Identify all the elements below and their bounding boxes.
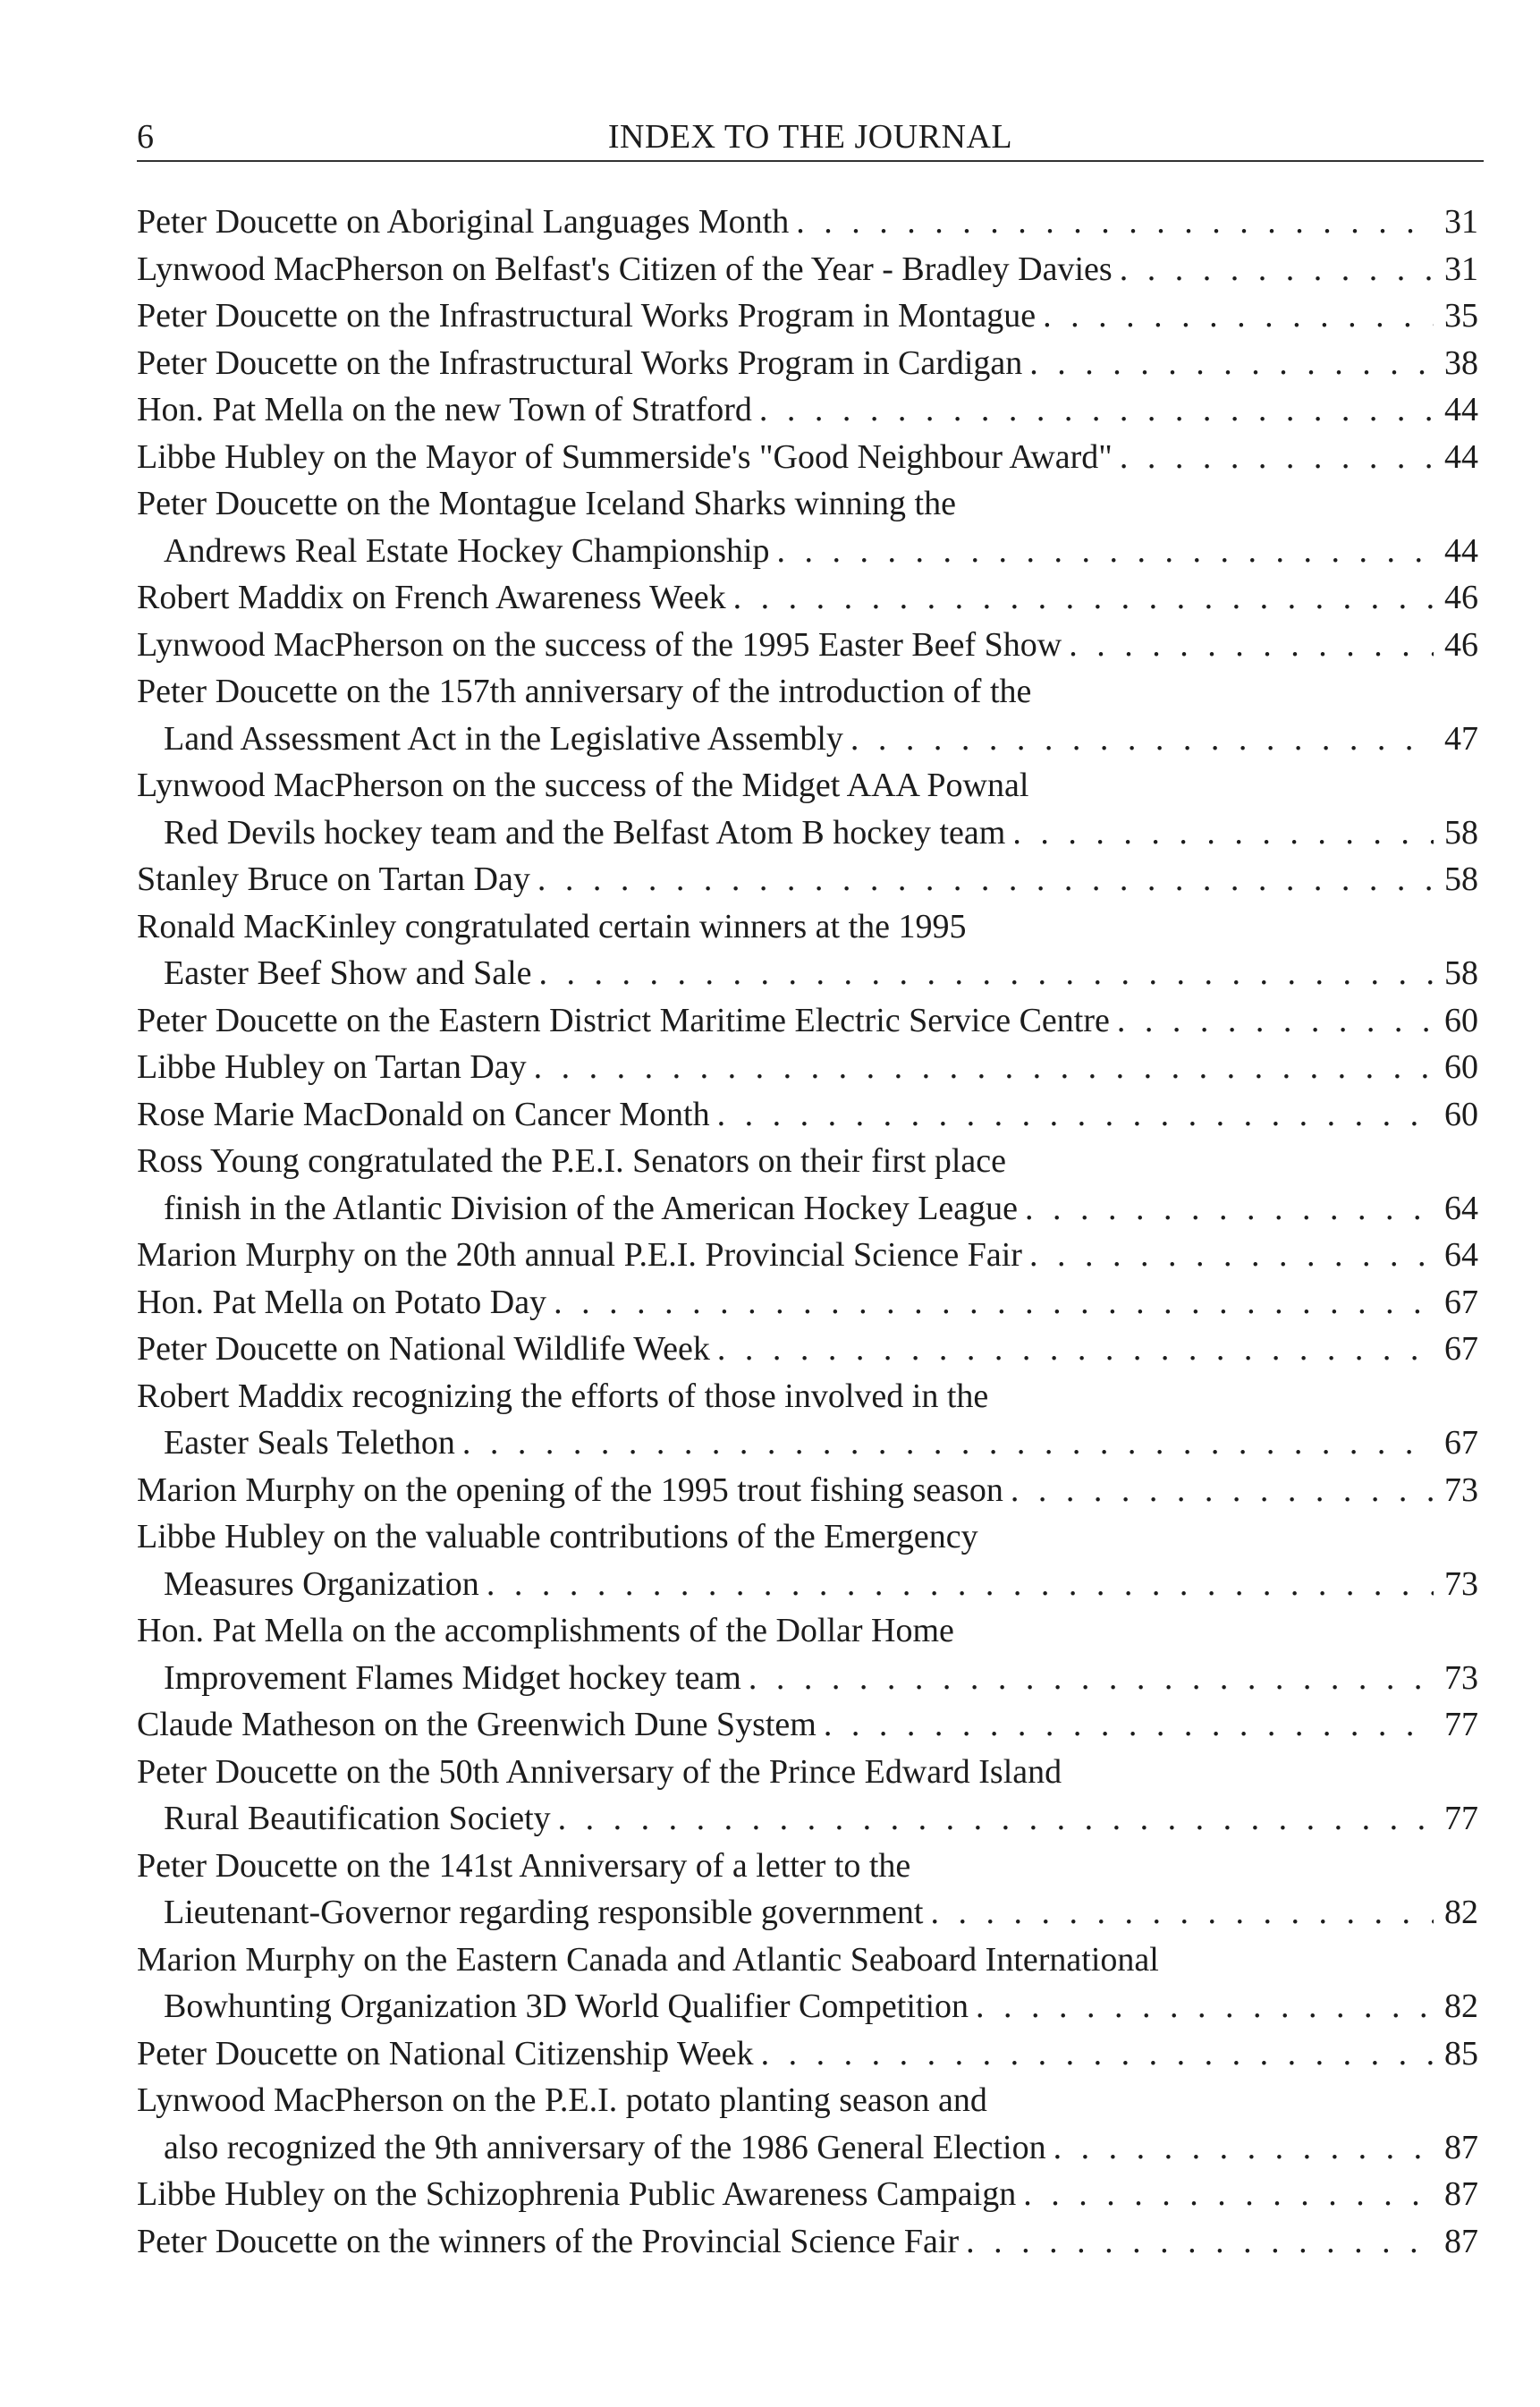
dot-leader	[717, 1091, 1434, 1139]
entry-line	[137, 622, 1478, 669]
dot-leader	[824, 1701, 1434, 1749]
entry-page-number: 58	[1444, 813, 1478, 852]
entry-line	[137, 903, 1478, 951]
entry-text: Andrews Real Estate Hockey Championship	[164, 531, 770, 570]
dot-leader	[1120, 434, 1434, 481]
dot-leader	[554, 1279, 1434, 1326]
entry-page-number: 35	[1444, 297, 1478, 335]
dot-leader	[733, 574, 1434, 622]
entry-line	[137, 1232, 1478, 1279]
entry-page-number: 73	[1444, 1658, 1478, 1697]
entry-text: Marion Murphy on the opening of the 1995 trout fishing season	[137, 1470, 1003, 1509]
index-entry	[137, 1701, 1478, 1749]
dot-leader	[1029, 1232, 1434, 1279]
entry-continuation-line	[137, 1655, 1478, 1702]
index-entry	[137, 1232, 1478, 1279]
index-entry	[137, 1607, 1478, 1701]
entry-continuation-line	[137, 950, 1478, 997]
index-entry	[137, 762, 1478, 856]
entry-page-number: 87	[1444, 2128, 1478, 2166]
index-entry	[137, 480, 1478, 574]
entry-continuation-line	[137, 716, 1478, 763]
entry-page-number: 73	[1444, 1470, 1478, 1509]
entry-text: Ross Young congratulated the P.E.I. Senators on their first place	[137, 1142, 1007, 1180]
entry-page-number: 73	[1444, 1564, 1478, 1603]
entry-page-number: 64	[1444, 1189, 1478, 1227]
entry-text: Easter Beef Show and Sale	[164, 954, 532, 992]
index-entry	[137, 2030, 1478, 2078]
entry-line	[137, 1279, 1478, 1326]
index-entry	[137, 1326, 1478, 1373]
entry-page-number: 60	[1444, 1048, 1478, 1086]
entry-line	[137, 997, 1478, 1045]
entry-continuation-line	[137, 2124, 1478, 2172]
index-entry	[137, 2077, 1478, 2171]
dot-leader	[487, 1561, 1434, 1608]
entry-page-number: 87	[1444, 2222, 1478, 2260]
dot-leader	[761, 2030, 1434, 2078]
entry-page-number: 77	[1444, 1800, 1478, 1837]
entry-text: Lieutenant-Governor regarding responsible government	[164, 1894, 924, 1931]
index-entry	[137, 668, 1478, 762]
entry-continuation-line	[137, 1983, 1478, 2030]
entry-line	[137, 574, 1478, 622]
entry-text: Libbe Hubley on Tartan Day	[137, 1048, 527, 1086]
entry-continuation-line	[137, 528, 1478, 575]
entry-text: Claude Matheson on the Greenwich Dune System	[137, 1706, 817, 1743]
entry-text: Peter Doucette on the Montague Iceland Sharks winning the	[137, 485, 956, 522]
entry-page-number: 60	[1444, 1095, 1478, 1133]
entry-line	[137, 1513, 1478, 1561]
entry-text: Rose Marie MacDonald on Cancer Month	[137, 1095, 710, 1133]
entry-continuation-line	[137, 1561, 1478, 1608]
entry-text: Peter Doucette on National Wildlife Week	[137, 1330, 710, 1368]
entry-page-number: 64	[1444, 1236, 1478, 1274]
entry-text: Stanley Bruce on Tartan Day	[137, 860, 530, 898]
dot-leader	[777, 528, 1434, 575]
entry-text: Lynwood MacPherson on the P.E.I. potato planting season and	[137, 2081, 987, 2119]
entry-page-number: 46	[1444, 625, 1478, 664]
dot-leader	[558, 1795, 1434, 1843]
entry-line	[137, 1843, 1478, 1890]
index-entry	[137, 292, 1478, 340]
entry-text: Hon. Pat Mella on Potato Day	[137, 1283, 547, 1321]
dot-leader	[796, 199, 1434, 246]
entry-page-number: 87	[1444, 2175, 1478, 2213]
entry-text: Marion Murphy on the Eastern Canada and Atlantic Seaboard International	[137, 1940, 1159, 1979]
entry-page-number: 31	[1444, 203, 1478, 241]
index-entry	[137, 1513, 1478, 1607]
entry-text: Peter Doucette on the 50th Anniversary of the Prince Edward Island	[137, 1752, 1062, 1791]
page-header	[137, 114, 1484, 162]
entry-line	[137, 1373, 1478, 1420]
entry-line	[137, 1607, 1478, 1655]
index-entry	[137, 903, 1478, 997]
entry-page-number: 67	[1444, 1424, 1478, 1462]
index-entry	[137, 2171, 1478, 2218]
entry-page-number: 85	[1444, 2034, 1478, 2072]
entry-text: Easter Seals Telethon	[164, 1424, 455, 1462]
entry-text: Peter Doucette on the Eastern District Maritime Electric Service Centre	[137, 1001, 1110, 1039]
entry-text: Improvement Flames Midget hockey team	[164, 1658, 741, 1697]
dot-leader	[1011, 1467, 1434, 1514]
entry-page-number: 82	[1444, 1987, 1478, 2025]
dot-leader	[1117, 997, 1434, 1045]
entry-page-number: 60	[1444, 1001, 1478, 1039]
entry-text: Robert Maddix recognizing the efforts of those involved in the	[137, 1377, 989, 1415]
entry-line	[137, 2171, 1478, 2218]
entry-page-number: 38	[1444, 343, 1478, 382]
entry-line	[137, 480, 1478, 528]
entry-line	[137, 292, 1478, 340]
entry-page-number: 46	[1444, 579, 1478, 616]
index-entry	[137, 997, 1478, 1045]
entry-line	[137, 1091, 1478, 1139]
index-entry	[137, 1937, 1478, 2030]
entry-text: Peter Doucette on Aboriginal Languages Month	[137, 203, 790, 241]
entry-page-number: 47	[1444, 719, 1478, 758]
index-entries	[137, 199, 1478, 2265]
index-entry	[137, 1843, 1478, 1937]
entry-page-number: 58	[1444, 954, 1478, 992]
entry-text: Marion Murphy on the 20th annual P.E.I. Provincial Science Fair	[137, 1236, 1022, 1274]
dot-leader	[717, 1326, 1434, 1373]
entry-line	[137, 2218, 1478, 2266]
entry-text: Robert Maddix on French Awareness Week	[137, 579, 726, 616]
entry-text: Peter Doucette on the 157th anniversary of the introduction of the	[137, 673, 1032, 710]
dot-leader	[1053, 2124, 1434, 2172]
entry-text: Red Devils hockey team and the Belfast Atom B hockey team	[164, 813, 1006, 852]
entry-text: also recognized the 9th anniversary of the 1986 General Election	[164, 2128, 1046, 2166]
entry-text: Ronald MacKinley congratulated certain winners at the 1995	[137, 907, 967, 945]
entry-continuation-line	[137, 809, 1478, 857]
index-entry	[137, 246, 1478, 293]
index-entry	[137, 856, 1478, 903]
index-entry	[137, 1091, 1478, 1139]
entry-text: Libbe Hubley on the valuable contributions of the Emergency	[137, 1518, 978, 1555]
index-entry	[137, 2218, 1478, 2266]
entry-text: Peter Doucette on the 141st Anniversary of a letter to the	[137, 1846, 911, 1885]
dot-leader	[1025, 1185, 1434, 1233]
dot-leader	[1012, 809, 1434, 857]
entry-page-number: 67	[1444, 1330, 1478, 1368]
entry-line	[137, 340, 1478, 387]
entry-line	[137, 668, 1478, 716]
entry-text: Hon. Pat Mella on the accomplishments of the Dollar Home	[137, 1612, 954, 1649]
index-entry	[137, 340, 1478, 387]
entry-text: Libbe Hubley on the Mayor of Summerside's "Good Neighbour Award"	[137, 437, 1113, 476]
entry-page-number: 44	[1444, 391, 1478, 428]
page-number: 6	[137, 118, 154, 156]
entry-line	[137, 2077, 1478, 2124]
dot-leader	[1023, 2171, 1434, 2218]
dot-leader	[1029, 340, 1434, 387]
entry-page-number: 31	[1444, 250, 1478, 288]
entry-text: Lynwood MacPherson on Belfast's Citizen of the Year - Bradley Davies	[137, 250, 1113, 288]
dot-leader	[1069, 622, 1434, 669]
entry-continuation-line	[137, 1795, 1478, 1843]
dot-leader	[976, 1983, 1434, 2030]
entry-page-number: 44	[1444, 531, 1478, 570]
entry-text: Land Assessment Act in the Legislative Assembly	[164, 719, 843, 758]
entry-line	[137, 1749, 1478, 1796]
index-entry	[137, 1467, 1478, 1514]
entry-text: Lynwood MacPherson on the success of the 1995 Easter Beef Show	[137, 625, 1062, 664]
entry-line	[137, 1326, 1478, 1373]
entry-text: Peter Doucette on the winners of the Provincial Science Fair	[137, 2222, 960, 2260]
running-title: INDEX TO THE JOURNAL	[607, 118, 1013, 156]
entry-line	[137, 762, 1478, 809]
entry-line	[137, 1701, 1478, 1749]
dot-leader	[930, 1889, 1434, 1937]
index-entry	[137, 1044, 1478, 1091]
entry-page-number: 58	[1444, 860, 1478, 898]
entry-text: Peter Doucette on the Infrastructural Works Program in Montague	[137, 297, 1037, 335]
dot-leader	[537, 856, 1434, 903]
entry-text: Peter Doucette on the Infrastructural Works Program in Cardigan	[137, 343, 1023, 382]
dot-leader	[966, 2218, 1434, 2266]
entry-text: Lynwood MacPherson on the success of the Midget AAA Pownal	[137, 767, 1029, 804]
entry-text: Peter Doucette on National Citizenship Week	[137, 2034, 754, 2072]
entry-text: Rural Beautification Society	[164, 1800, 551, 1837]
index-entry	[137, 434, 1478, 481]
entry-line	[137, 1044, 1478, 1091]
dot-leader	[850, 716, 1434, 763]
entry-continuation-line	[137, 1420, 1478, 1467]
index-entry	[137, 1373, 1478, 1467]
entry-line	[137, 246, 1478, 293]
entry-line	[137, 199, 1478, 246]
dot-leader	[1120, 246, 1434, 293]
entry-line	[137, 856, 1478, 903]
entry-line	[137, 1937, 1478, 1984]
index-entry	[137, 1279, 1478, 1326]
entry-text: Bowhunting Organization 3D World Qualifier Competition	[164, 1987, 969, 2025]
entry-continuation-line	[137, 1889, 1478, 1937]
entry-text: finish in the Atlantic Division of the American Hockey League	[164, 1189, 1019, 1227]
entry-line	[137, 1467, 1478, 1514]
index-entry	[137, 574, 1478, 622]
index-entry	[137, 1138, 1478, 1232]
entry-continuation-line	[137, 1185, 1478, 1233]
entry-text: Libbe Hubley on the Schizophrenia Public Awareness Campaign	[137, 2175, 1017, 2213]
dot-leader	[749, 1655, 1434, 1702]
entry-line	[137, 2030, 1478, 2078]
index-entry	[137, 199, 1478, 246]
dot-leader	[539, 950, 1434, 997]
entry-page-number: 44	[1444, 437, 1478, 476]
entry-page-number: 82	[1444, 1894, 1478, 1931]
entry-page-number: 77	[1444, 1706, 1478, 1743]
dot-leader	[759, 386, 1434, 434]
entry-text: Measures Organization	[164, 1564, 479, 1603]
index-entry	[137, 1749, 1478, 1843]
entry-text: Hon. Pat Mella on the new Town of Stratford	[137, 391, 752, 428]
dot-leader	[1043, 292, 1434, 340]
index-entry	[137, 386, 1478, 434]
entry-line	[137, 386, 1478, 434]
index-entry	[137, 622, 1478, 669]
dot-leader	[462, 1420, 1434, 1467]
entry-line	[137, 434, 1478, 481]
entry-page-number: 67	[1444, 1283, 1478, 1321]
entry-line	[137, 1138, 1478, 1185]
dot-leader	[534, 1044, 1434, 1091]
